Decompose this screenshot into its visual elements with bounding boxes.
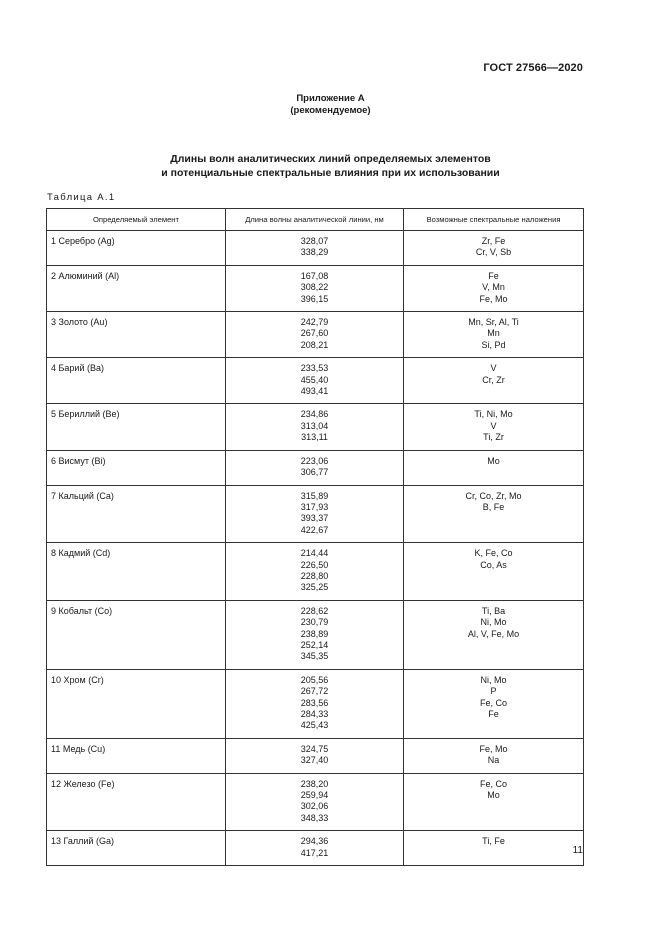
wavelength-value: 230,79 [300, 617, 329, 628]
table-row [47, 773, 584, 831]
table-row [47, 231, 584, 266]
overlaps-cell [404, 600, 584, 669]
wavelength-value: 348,33 [300, 812, 329, 823]
overlap-value: P [490, 686, 497, 697]
wavelength-value: 313,11 [301, 432, 328, 443]
overlap-value: V [490, 363, 497, 374]
element-cell: 7 Кальций (Ca) [47, 485, 226, 543]
overlap-value: Fe, Co [479, 778, 507, 789]
wavelength-value: 167,08 [300, 270, 329, 281]
wavelength-value: 313,04 [300, 420, 329, 431]
wavelength-value: 267,60 [300, 328, 329, 339]
wavelength-value: 226,50 [300, 559, 329, 570]
table-row [47, 543, 584, 601]
table-row [47, 831, 584, 866]
wavelength-value: 238,20 [300, 778, 329, 789]
wavelength-cell [226, 543, 404, 601]
wavelength-value: 325,25 [300, 582, 329, 593]
wavelength-cell [226, 773, 404, 831]
wavelength-value: 267,72 [300, 686, 329, 697]
overlap-value: Fe, Mo [479, 293, 508, 304]
wavelength-cell [226, 358, 404, 404]
table-row [47, 669, 584, 738]
overlap-value: Al, V, Fe, Mo [467, 628, 520, 639]
overlap-value: Ni, Mo [480, 617, 507, 628]
element-cell: 5 Бериллий (Be) [47, 404, 226, 450]
column-header-overlaps: Возможные спектральные наложения [404, 209, 584, 231]
wavelength-value: 242,79 [300, 317, 329, 328]
table-row [47, 600, 584, 669]
overlaps-cell [404, 543, 584, 601]
wavelength-cell [226, 265, 404, 311]
overlap-value: Cr, V, Sb [475, 247, 512, 258]
wavelength-value: 223,06 [300, 455, 329, 466]
wavelength-value: 317,93 [300, 501, 329, 512]
overlaps-cell [404, 312, 584, 358]
column-header-wavelength: Длина волны аналитической линии, нм [226, 209, 404, 231]
element-cell: 4 Барий (Ba) [47, 358, 226, 404]
overlaps-cell [404, 773, 584, 831]
wavelength-value: 345,35 [300, 651, 329, 662]
element-cell: 6 Висмут (Bi) [47, 450, 226, 485]
wavelength-cell [226, 450, 404, 485]
wavelength-value: 259,94 [300, 790, 329, 801]
wavelength-value: 228,80 [300, 570, 329, 581]
overlap-value: Fe, Mo [479, 743, 508, 754]
appendix-heading [0, 93, 661, 117]
overlaps-cell [404, 231, 584, 266]
wavelength-value: 396,15 [300, 293, 329, 304]
page-number: 11 [572, 845, 583, 856]
overlaps-cell [404, 404, 584, 450]
overlaps-cell [404, 265, 584, 311]
wavelength-cell [226, 600, 404, 669]
wavelength-cell [226, 312, 404, 358]
overlap-value: Ti, Ni, Mo [474, 409, 513, 420]
overlap-value: Ti, Fe [482, 836, 505, 847]
table-body [47, 231, 584, 866]
overlap-value: Zr, Fe [481, 236, 506, 246]
element-cell: 12 Железо (Fe) [47, 773, 226, 831]
overlap-value: Ni, Mo [480, 674, 507, 685]
element-cell: 2 Алюминий (Al) [47, 265, 226, 311]
table-row [47, 358, 584, 404]
wavelength-table [46, 208, 584, 866]
wavelength-cell [226, 404, 404, 450]
wavelength-value: 214,44 [300, 548, 329, 559]
element-cell: 11 Медь (Cu) [47, 738, 226, 773]
wavelength-value: 294,36 [300, 836, 329, 847]
wavelength-value: 234,86 [300, 409, 329, 420]
wavelength-value: 455,40 [300, 374, 329, 385]
element-cell: 13 Галлий (Ga) [47, 831, 226, 866]
column-header-element: Определяемый элемент [47, 209, 226, 231]
table-heading-line-2: и потенциальные спектральные влияния при их использовании [161, 166, 500, 179]
overlap-value: Co, As [480, 559, 507, 570]
appendix-title: Приложение А [296, 93, 365, 104]
wavelength-value: 393,37 [300, 513, 329, 524]
overlaps-cell [404, 669, 584, 738]
overlaps-cell [404, 738, 584, 773]
overlaps-cell [404, 358, 584, 404]
wavelength-value: 422,67 [300, 524, 329, 535]
wavelength-value: 306,77 [300, 467, 329, 478]
wavelength-cell [226, 831, 404, 866]
table-row [47, 485, 584, 543]
overlap-value: Ti, Ba [481, 605, 506, 616]
table-heading [0, 153, 661, 180]
table-row [47, 265, 584, 311]
table-row [47, 404, 584, 450]
overlap-value: Cr, Co, Zr, Mo [465, 490, 522, 501]
wavelength-cell [226, 485, 404, 543]
table-label: Таблица А.1 [47, 192, 116, 203]
wavelength-value: 252,14 [300, 639, 329, 650]
overlaps-cell [404, 831, 584, 866]
element-cell: 10 Хром (Cr) [47, 669, 226, 738]
overlap-value: Ti, Zr [483, 432, 504, 443]
wavelength-value: 205,56 [300, 674, 329, 685]
wavelength-value: 284,33 [300, 709, 329, 719]
wavelength-value: 493,41 [300, 386, 329, 397]
wavelength-value: 238,89 [300, 628, 329, 639]
overlap-value: Si, Pd [481, 339, 506, 350]
table-row [47, 738, 584, 773]
overlap-value: Mo [487, 790, 500, 801]
overlap-value: B, Fe [482, 501, 505, 512]
wavelength-value: 315,89 [300, 490, 329, 501]
wavelength-cell [226, 231, 404, 266]
wavelength-value: 338,29 [300, 247, 329, 258]
document-code: ГОСТ 27566—2020 [483, 62, 583, 74]
wavelength-value: 302,06 [300, 801, 329, 812]
wavelength-cell [226, 669, 404, 738]
wavelength-value: 327,40 [300, 755, 329, 766]
table-header-row [47, 209, 584, 231]
element-cell: 8 Кадмий (Cd) [47, 543, 226, 601]
overlap-value: Na [487, 755, 500, 766]
table-row [47, 450, 584, 485]
wavelength-value: 425,43 [300, 720, 329, 731]
overlap-value: V, Mn [482, 282, 505, 293]
wavelength-value: 324,75 [300, 743, 329, 754]
overlap-value: Mn [487, 328, 500, 339]
overlap-value: Cr, Zr [482, 374, 505, 385]
wavelength-cell [226, 738, 404, 773]
overlap-value: Fe [488, 709, 499, 719]
table-heading-line-1: Длины волн аналитических линий определяемых элементов [170, 153, 491, 165]
wavelength-value: 308,22 [300, 282, 329, 293]
overlap-value: Mo [487, 455, 500, 466]
overlap-value: Fe, Co [479, 697, 507, 708]
overlaps-cell [404, 450, 584, 485]
wavelength-value: 208,21 [300, 339, 329, 350]
wavelength-value: 233,53 [300, 363, 329, 374]
overlap-value: V [490, 420, 497, 431]
wavelength-value: 283,56 [300, 697, 329, 708]
table-row [47, 312, 584, 358]
wavelength-value: 328,07 [300, 236, 329, 246]
element-cell: 1 Серебро (Ag) [47, 231, 226, 266]
element-cell: 9 Кобальт (Co) [47, 600, 226, 669]
overlap-value: Mn, Sr, Al, Ti [468, 317, 519, 328]
appendix-subtitle: (рекомендуемое) [290, 105, 371, 116]
overlap-value: Fe [488, 270, 499, 281]
wavelength-value: 228,62 [300, 605, 329, 616]
overlap-value: K, Fe, Co [474, 548, 513, 559]
wavelength-value: 417,21 [300, 847, 329, 858]
element-cell: 3 Золото (Au) [47, 312, 226, 358]
overlaps-cell [404, 485, 584, 543]
